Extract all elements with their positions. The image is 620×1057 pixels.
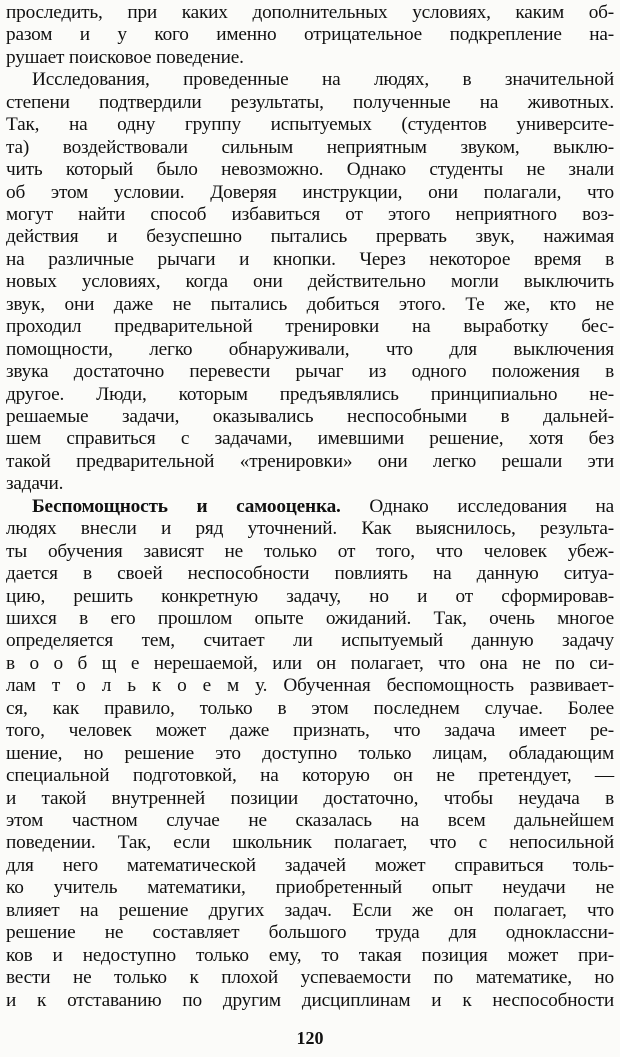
text-line: определяется тем, считает ли испытуемый данную задачу: [6, 630, 614, 652]
section-heading: Беспомощность и самооценка.: [32, 495, 341, 517]
text-line: того, человек может даже признать, что задача имеет ре-: [6, 720, 614, 742]
text-line: рушает поисковое поведение.: [6, 46, 244, 68]
text-line: степени подтвердили результаты, полученные на животных.: [6, 91, 614, 113]
page-number: 120: [296, 1028, 324, 1048]
text-line: решаемые задачи, оказывались неспособными в дальней-: [6, 406, 614, 427]
text-line: Исследования, проведенные на людях, в значительной: [32, 69, 614, 91]
text-line: цию, решить конкретную задачу, но и от сформировав-: [6, 585, 614, 607]
text-line: на различные рычаги и кнопки. Через некоторое время в: [6, 248, 614, 270]
text-line: для него математической задачей может справиться толь-: [6, 854, 614, 876]
text-line: действия и безуспешно пытались прервать звук, нажимая: [6, 226, 614, 248]
text-line: новых условиях, когда они действительно могли выключить: [6, 271, 614, 293]
text-line: вести не только к плохой успеваемости по математике, но: [6, 967, 614, 989]
text-line: звук, они даже не пытались добиться этого. Те же, кто не: [6, 293, 614, 315]
text-line: та) воздействовали сильным неприятным звуком, выклю-: [6, 136, 614, 158]
text-line: людях внесли и ряд уточнений. Как выяснилось, результа-: [6, 518, 614, 540]
text-line: об этом условии. Доверяя инструкции, они полагали, что: [6, 181, 614, 203]
text-line: решение не составляет большого труда для одноклассни-: [6, 922, 614, 944]
text-line: ко учитель математики, приобретенный опыт неудачи не: [6, 877, 614, 899]
text-line: чить который было невозможно. Однако студенты не знали: [6, 159, 614, 181]
text-line: и к отставанию по другим дисциплинам и к неспособности: [6, 989, 614, 1011]
text-line: поведении. Так, если школьник полагает, что с непосильной: [6, 832, 614, 854]
text-line: шем справиться с задачами, имевшими решение, хотя без: [6, 428, 614, 450]
text-line: другое. Люди, которым предъявлялись принципиально не-: [6, 383, 614, 405]
text-line: шение, но решение это доступно только лицам, обладающим: [6, 742, 614, 764]
text-line: могут найти способ избавиться от этого неприятного воз-: [6, 204, 614, 225]
text-line: разом и у кого именно отрицательное подкрепление на-: [6, 24, 614, 46]
text-line: ков и недоступно только ему, то такая позиция может при-: [6, 944, 614, 966]
text-line: ты обучения зависят не только от того, что человек убеж-: [6, 540, 614, 562]
text-line: Так, на одну группу испытуемых (студентов университе-: [6, 114, 614, 136]
text-line: шихся в его прошлом опыте ожиданий. Так, очень многое: [6, 608, 614, 629]
text-line: этом частном случае не сказалась на всем дальнейшем: [6, 810, 614, 831]
text-line: специальной подготовкой, на которую он не претендует, —: [6, 765, 614, 787]
text-line: лам т о л ь к о е м у. Обученная беспомощность развивает-: [6, 675, 614, 697]
text-line: в о о б щ е нерешаемой, или он полагает, что она не по си-: [6, 652, 614, 674]
text-line: такой предварительной «тренировки» они легко решали эти: [6, 450, 614, 472]
text-line: звука достаточно перевести рычаг из одного положения в: [6, 361, 614, 383]
text-line: дается в своей неспособности повлиять на данную ситуа-: [6, 563, 614, 585]
text-line: влияет на решение других задач. Если же он полагает, что: [6, 899, 614, 921]
text-line: задачи.: [6, 473, 64, 495]
text-line: ся, как правило, только в этом последнем случае. Более: [6, 697, 614, 719]
text-run: Однако исследования на: [340, 495, 614, 517]
text-line: проследить, при каких дополнительных условиях, каким об-: [6, 2, 614, 23]
text-line: и такой внутренней позиции достаточно, чтобы неудача в: [6, 787, 614, 809]
text-line: проходил предварительной тренировки на выработку бес-: [6, 316, 614, 338]
text-line: помощности, легко обнаруживали, что для выключения: [6, 338, 614, 360]
text-line-with-heading: [32, 496, 614, 518]
